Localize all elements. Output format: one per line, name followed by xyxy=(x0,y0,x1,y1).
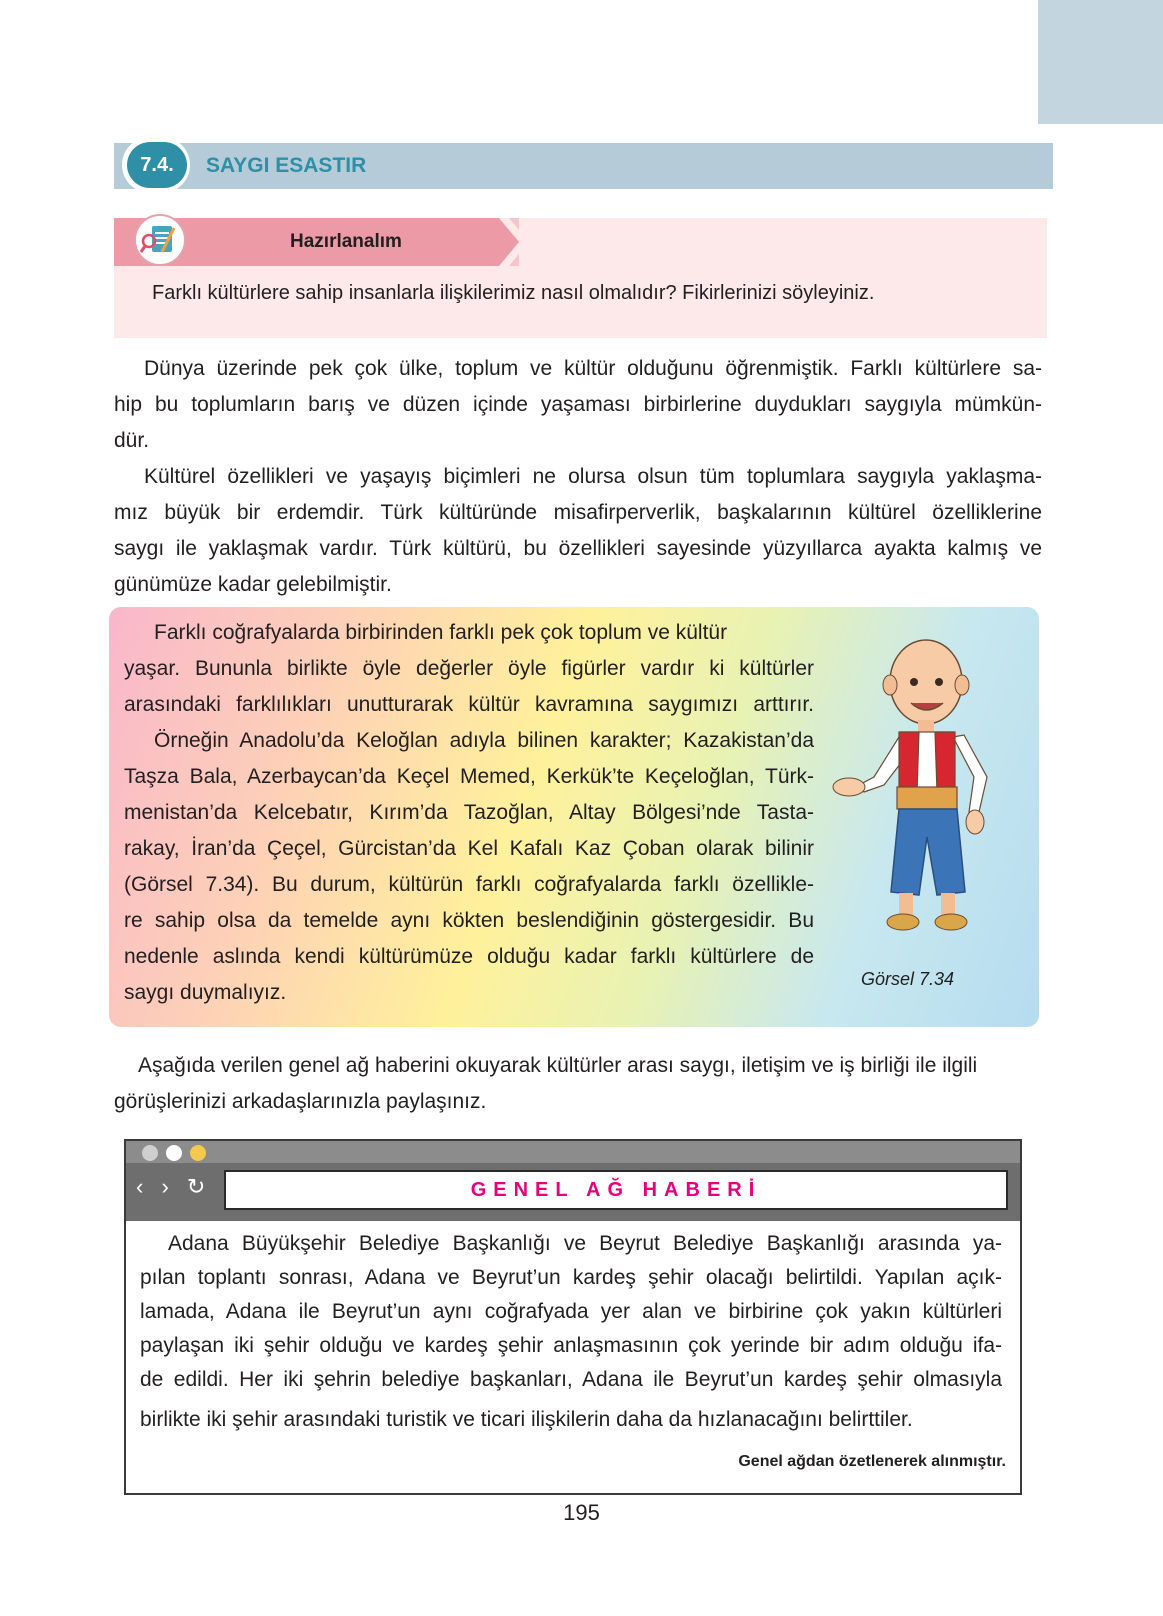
paragraph-line: dür. xyxy=(114,429,150,452)
culture-line: Farklı coğrafyalarda birbirinden farklı pek çok toplum ve kültür xyxy=(154,621,728,644)
instruction-line: görüşlerinizi arkadaşlarınızla paylaşınız. xyxy=(114,1090,487,1113)
paragraph-line: günümüze kadar gelebilmiştir. xyxy=(114,573,392,596)
culture-line: re sahip olsa da temelde aynı kökten beslendiğinin göstergesidir. Bu xyxy=(124,909,814,932)
browser-window xyxy=(124,1139,1022,1495)
section-number: 7.4. xyxy=(127,142,187,188)
notepad-pencil-icon xyxy=(134,214,186,266)
instruction-paragraph xyxy=(114,1048,1032,1120)
nav-back-forward-reload-icon[interactable]: ‹ › ↻ xyxy=(136,1174,212,1199)
culture-line: Örneğin Anadolu’da Keloğlan adıyla bilinen karakter; Kazakistan’da xyxy=(154,729,814,752)
news-line: lamada, Adana ile Beyrut’un aynı coğrafyada yer alan ve birbirine çok yakın kültürleri xyxy=(140,1300,1002,1323)
paragraph-line: hip bu toplumların barış ve düzen içinde yaşaması birbirlerine duydukları saygıyla mümkün- xyxy=(114,393,1042,416)
keloglan-illustration xyxy=(819,627,999,957)
culture-line: (Görsel 7.34). Bu durum, kültürün farklı coğrafyalarda farklı özellikle- xyxy=(124,873,814,896)
browser-toolbar xyxy=(126,1141,1020,1221)
figure-caption: Görsel 7.34 xyxy=(861,969,955,989)
paragraph-line: Kültürel özellikleri ve yaşayış biçimleri ne olursa olsun tüm toplumlara saygıyla yaklaşma- xyxy=(144,465,1042,488)
paragraph-2 xyxy=(114,459,1042,603)
news-line: pılan toplantı sonrası, Adana ve Beyrut’un kardeş şehir olacağı belirtildi. Yapılan açık- xyxy=(140,1266,1002,1289)
browser-titlebar xyxy=(126,1141,1020,1163)
culture-line: arasındaki farklılıkları unutturarak kültür kavramına saygımızı arttırır. xyxy=(124,693,814,716)
paragraph-line: saygı ile yaklaşmak vardır. Türk kültürü, bu özellikleri sayesinde yüzyıllarca ayakta kalmış ve xyxy=(114,537,1042,560)
prep-question: Farklı kültürlere sahip insanlarla ilişkilerimiz nasıl olmalıdır? Fikirlerinizi söyleyiniz. xyxy=(152,282,875,304)
news-line: Adana Büyükşehir Belediye Başkanlığı ve Beyrut Belediye Başkanlığı arasında ya- xyxy=(168,1232,1002,1255)
paragraph-line: mız büyük bir erdemdir. Türk kültüründe misafirperverlik, başkalarının kültürel özelliklerine xyxy=(114,501,1042,524)
culture-line: yaşar. Bununla birlikte öyle değerler öyle figürler vardır ki kültürler xyxy=(124,657,814,680)
culture-text xyxy=(124,615,814,1011)
window-dot-icon[interactable] xyxy=(142,1145,158,1161)
section-title: SAYGI ESASTIR xyxy=(206,154,367,177)
news-line: paylaşan iki şehir olduğu ve kardeş şehir anlaşmasının çok yerinde bir adım olduğu ifa- xyxy=(140,1334,1002,1357)
culture-info-box xyxy=(109,607,1039,1027)
news-line: de edildi. Her iki şehrin belediye başkanları, Adana ile Beyrut’un kardeş şehir olmasıyla xyxy=(140,1368,1002,1391)
page-corner-tab xyxy=(1038,0,1163,124)
address-bar[interactable] xyxy=(224,1170,1008,1210)
news-source: Genel ağdan özetlenerek alınmıştır. xyxy=(738,1453,1006,1470)
news-line: birlikte iki şehir arasındaki turistik ve ticari ilişkilerin daha da hızlanacağını belirttiler. xyxy=(140,1408,913,1431)
news-text xyxy=(140,1227,1002,1437)
paragraph-1 xyxy=(114,351,1042,459)
window-dot-icon[interactable] xyxy=(166,1145,182,1161)
prep-title: Hazırlanalım xyxy=(290,231,402,252)
culture-line: Taşza Bala, Azerbaycan’da Keçel Memed, Kerkük’te Keçeloğlan, Türk- xyxy=(124,765,814,788)
window-dot-icon[interactable] xyxy=(190,1145,206,1161)
page-number: 195 xyxy=(563,1500,600,1525)
culture-line: nedenle aslında kendi kültürümüze olduğu kadar farklı kültürlere de xyxy=(124,945,814,968)
prep-box xyxy=(114,218,1047,338)
culture-line: saygı duymalıyız. xyxy=(124,981,287,1004)
section-number-badge xyxy=(122,137,190,193)
address-text: GENEL AĞ HABERİ xyxy=(470,1178,762,1201)
section-header xyxy=(114,143,1053,189)
instruction-line: Aşağıda verilen genel ağ haberini okuyarak kültürler arası saygı, iletişim ve iş birliği ile ilgili xyxy=(138,1054,978,1077)
culture-line: menistan’da Kelcebatır, Kırım’da Tazoğlan, Altay Bölgesi’nde Tasta- xyxy=(124,801,814,824)
culture-line: rakay, İran’da Çeçel, Gürcistan’da Kel Kafalı Kaz Çoban olarak bilinir xyxy=(124,837,814,860)
paragraph-line: Dünya üzerinde pek çok ülke, toplum ve kültür olduğunu öğrenmiştik. Farklı kültürlere sa- xyxy=(144,357,1042,380)
